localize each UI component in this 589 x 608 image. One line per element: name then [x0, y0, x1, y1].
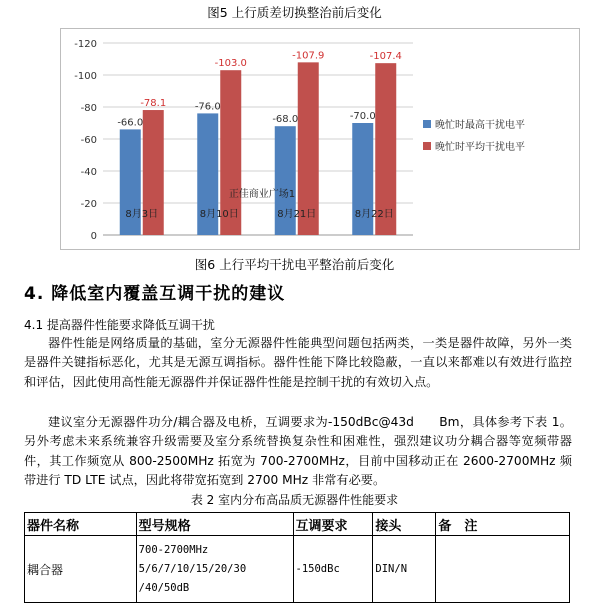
- data-label: -107.4: [369, 51, 402, 63]
- category-label: 8月21日: [277, 209, 317, 220]
- category-label: 8月3日: [125, 209, 159, 220]
- cell-intermod: -150dBc: [293, 536, 373, 603]
- legend-label: 晚忙时最高干扰电平: [435, 120, 525, 131]
- chart-title: 正佳商业广场1: [228, 189, 296, 200]
- data-label: -70.0: [349, 111, 376, 122]
- data-label: -107.9: [292, 50, 325, 62]
- table-header-row: [25, 513, 570, 536]
- cell-note: [436, 536, 570, 603]
- figure5-caption: 图5 上行质差切换整治前后变化: [207, 5, 382, 20]
- figure6-caption: 图6 上行平均干扰电平整治前后变化: [194, 257, 395, 272]
- table-caption: 表 2 室内分布高品质无源器件性能要求: [190, 493, 399, 507]
- category-label: 8月10日: [199, 209, 239, 220]
- category-label: 8月22日: [354, 209, 394, 220]
- cell-connector: DIN/N: [373, 536, 436, 603]
- model-line: 700-2700MHz: [138, 543, 209, 556]
- sub-heading: 4.1 提高器件性能要求降低互调干扰: [24, 318, 215, 332]
- header-device-name: 器件名称: [25, 513, 137, 536]
- y-tick-label: 0: [90, 231, 97, 242]
- header-note: 备 注: [436, 513, 570, 536]
- legend-swatch: [423, 142, 431, 150]
- paragraph-2: 建议室分无源器件功分/耦合器及电桥，互调要求为-150dBc@43d Bm，具体参考下表 1。另外考虑未来系统兼容升级需要及室分系统替换复杂性和困难性，强烈建议功分耦合器等宽频带器件，其工作频宽从 800-2500MHz 拓宽为 700-2700MHz，目前中国移动正在 2600-2700MHz 频带进行 TD LTE 试点，因此将带宽拓宽到 2700 MHz 非常有必要。: [24, 415, 572, 488]
- legend-label: 晚忙时平均干扰电平: [435, 142, 525, 153]
- cell-device-name: 耦合器: [25, 536, 137, 603]
- table-row: [25, 536, 570, 603]
- header-model: 型号规格: [136, 513, 293, 536]
- y-tick-label: -120: [74, 39, 97, 50]
- paragraph-1: 器件性能是网络质量的基础，室分无源器件性能典型问题包括两类，一类是器件故障，另外一类是器件关键指标恶化，尤其是无源互调指标。器件性能下降比较隐蔽，一直以来都难以有效进行监控和评估，因此使用高性能无源器件并保证器件性能是控制干扰的有效切入点。: [24, 336, 572, 389]
- spec-table: [24, 512, 570, 603]
- model-line: /40/50dB: [138, 581, 190, 594]
- data-label: -68.0: [272, 114, 299, 126]
- y-tick-label: -60: [80, 135, 97, 146]
- section-heading: 4. 降低室内覆盖互调干扰的建议: [24, 284, 286, 304]
- cell-model: [136, 536, 293, 603]
- y-tick-label: -20: [80, 199, 97, 210]
- header-intermod: 互调要求: [293, 513, 373, 536]
- y-tick-label: -40: [80, 167, 97, 178]
- header-connector: 接头: [373, 513, 436, 536]
- data-label: -66.0: [117, 117, 144, 129]
- model-line: 5/6/7/10/15/20/30: [138, 562, 247, 575]
- chart-svg: [61, 29, 579, 249]
- data-label: -103.0: [214, 58, 247, 70]
- legend-swatch: [423, 120, 431, 128]
- y-tick-label: -100: [74, 71, 97, 82]
- data-label: -76.0: [194, 101, 221, 113]
- data-label: -78.1: [140, 98, 167, 110]
- y-tick-label: -80: [80, 103, 97, 114]
- interference-chart: [60, 28, 580, 250]
